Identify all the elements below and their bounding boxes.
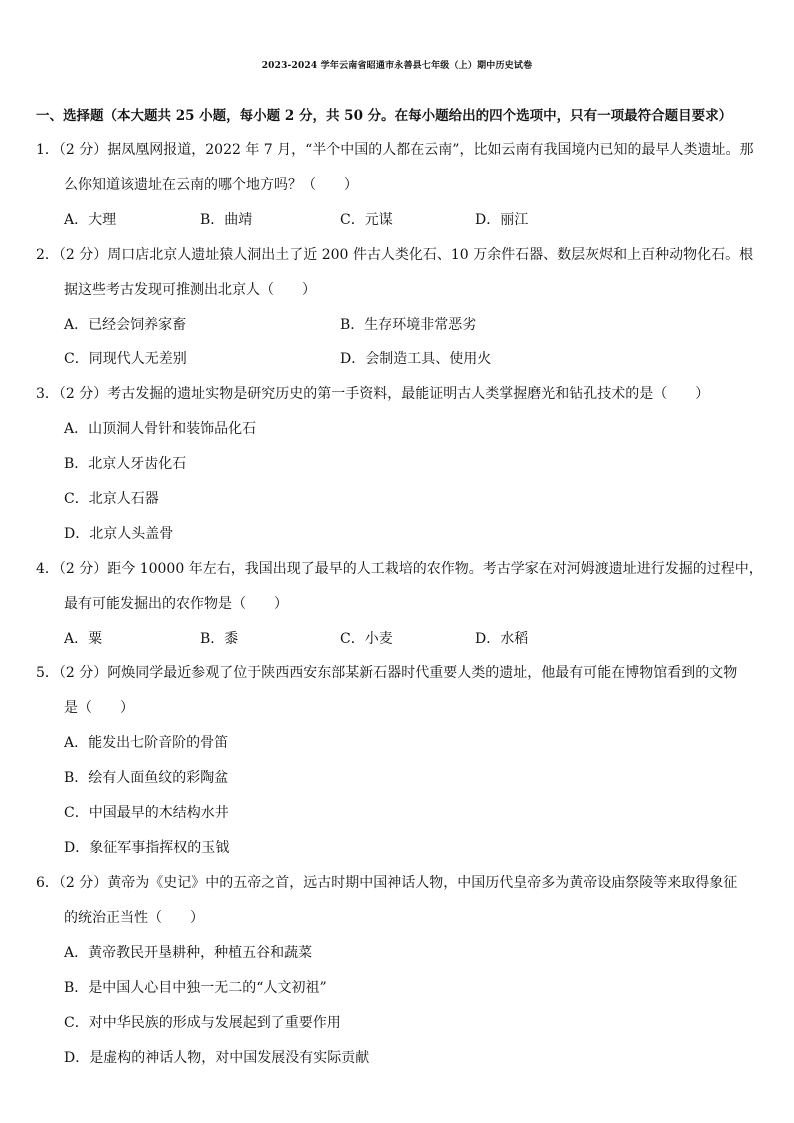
question-4-option-d: D．水稻 [475,631,529,647]
question-4-line-2: 最有可能发掘出的农作物是（ ） [64,596,288,612]
question-1-option-c: C．元谋 [340,212,393,228]
question-6-option-d: D．是虚构的神话人物，对中国发展没有实际贡献 [64,1050,370,1066]
question-2-option-b: B．生存环境非常恶劣 [340,317,477,333]
question-1-line-2: 么你知道该遗址在云南的哪个地方吗？（ ） [64,177,358,193]
question-2-line-1: 2．（2 分）周口店北京人遗址猿人洞出土了近 200 件古人类化石、10 万余件石器、数层灰烬和上百种动物化石。根 [36,247,754,263]
question-4-option-c: C．小麦 [340,631,393,647]
question-6-option-a: A．黄帝教民开垦耕种，种植五谷和蔬菜 [64,945,313,961]
question-1-option-d: D．丽江 [475,212,529,228]
question-6-line-2: 的统治正当性（ ） [64,910,204,926]
question-6-line-1: 6．（2 分）黄帝为《史记》中的五帝之首，远古时期中国神话人物，中国历代皇帝多为黄帝设庙祭陵等来取得象征 [36,875,738,891]
question-3-option-a: A．山顶洞人骨针和装饰品化石 [64,421,257,437]
question-5-option-d: D．象征军事指挥权的玉钺 [64,840,230,856]
question-5-option-b: B．绘有人面鱼纹的彩陶盆 [64,770,229,786]
question-5-line-1: 5．（2 分）阿焕同学最近参观了位于陕西西安东部某新石器时代重要人类的遗址，他最有可能在博物馆看到的文物 [36,665,738,681]
question-4-option-b: B．黍 [200,631,239,647]
question-4-option-a: A．粟 [64,631,103,647]
question-4-line-1: 4．（2 分）距今 10000 年左右，我国出现了最早的人工栽培的农作物。考古学家在对河姆渡遗址进行发掘的过程中， [36,561,763,577]
question-2-option-c: C．同现代人无差别 [64,351,187,367]
question-6-option-b: B．是中国人心目中独一无二的“人文初祖” [64,980,327,996]
question-3-option-b: B．北京人牙齿化石 [64,456,187,472]
section-heading: 一、选择题（本大题共 25 小题，每小题 2 分，共 50 分。在每小题给出的四个选项中，只有一项最符合题目要求） [36,108,733,124]
question-3-option-d: D．北京人头盖骨 [64,526,174,542]
question-5-option-a: A．能发出七阶音阶的骨笛 [64,735,229,751]
question-2-option-a: A．已经会饲养家畜 [64,317,187,333]
question-1-option-b: B．曲靖 [200,212,253,228]
question-1-line-1: 1．（2 分）据凤凰网报道，2022 年 7 月，“半个中国的人都在云南”，比如云南有我国境内已知的最早人类遗址。那 [36,142,754,158]
question-5-line-2: 是（ ） [64,700,134,716]
question-2-option-d: D．会制造工具、使用火 [340,351,492,367]
question-2-line-2: 据这些考古发现可推测出北京人（ ） [64,282,316,298]
question-5-option-c: C．中国最早的木结构水井 [64,805,229,821]
question-3-option-c: C．北京人石器 [64,491,159,507]
exam-title: 2023-2024 学年云南省昭通市永善县七年级（上）期中历史试卷 [261,61,533,71]
question-1-option-a: A．大理 [64,212,117,228]
question-3-line-1: 3．（2 分）考古发掘的遗址实物是研究历史的第一手资料，最能证明古人类掌握磨光和钻孔技术的是（ ） [36,386,710,402]
question-6-option-c: C．对中华民族的形成与发展起到了重要作用 [64,1015,341,1031]
